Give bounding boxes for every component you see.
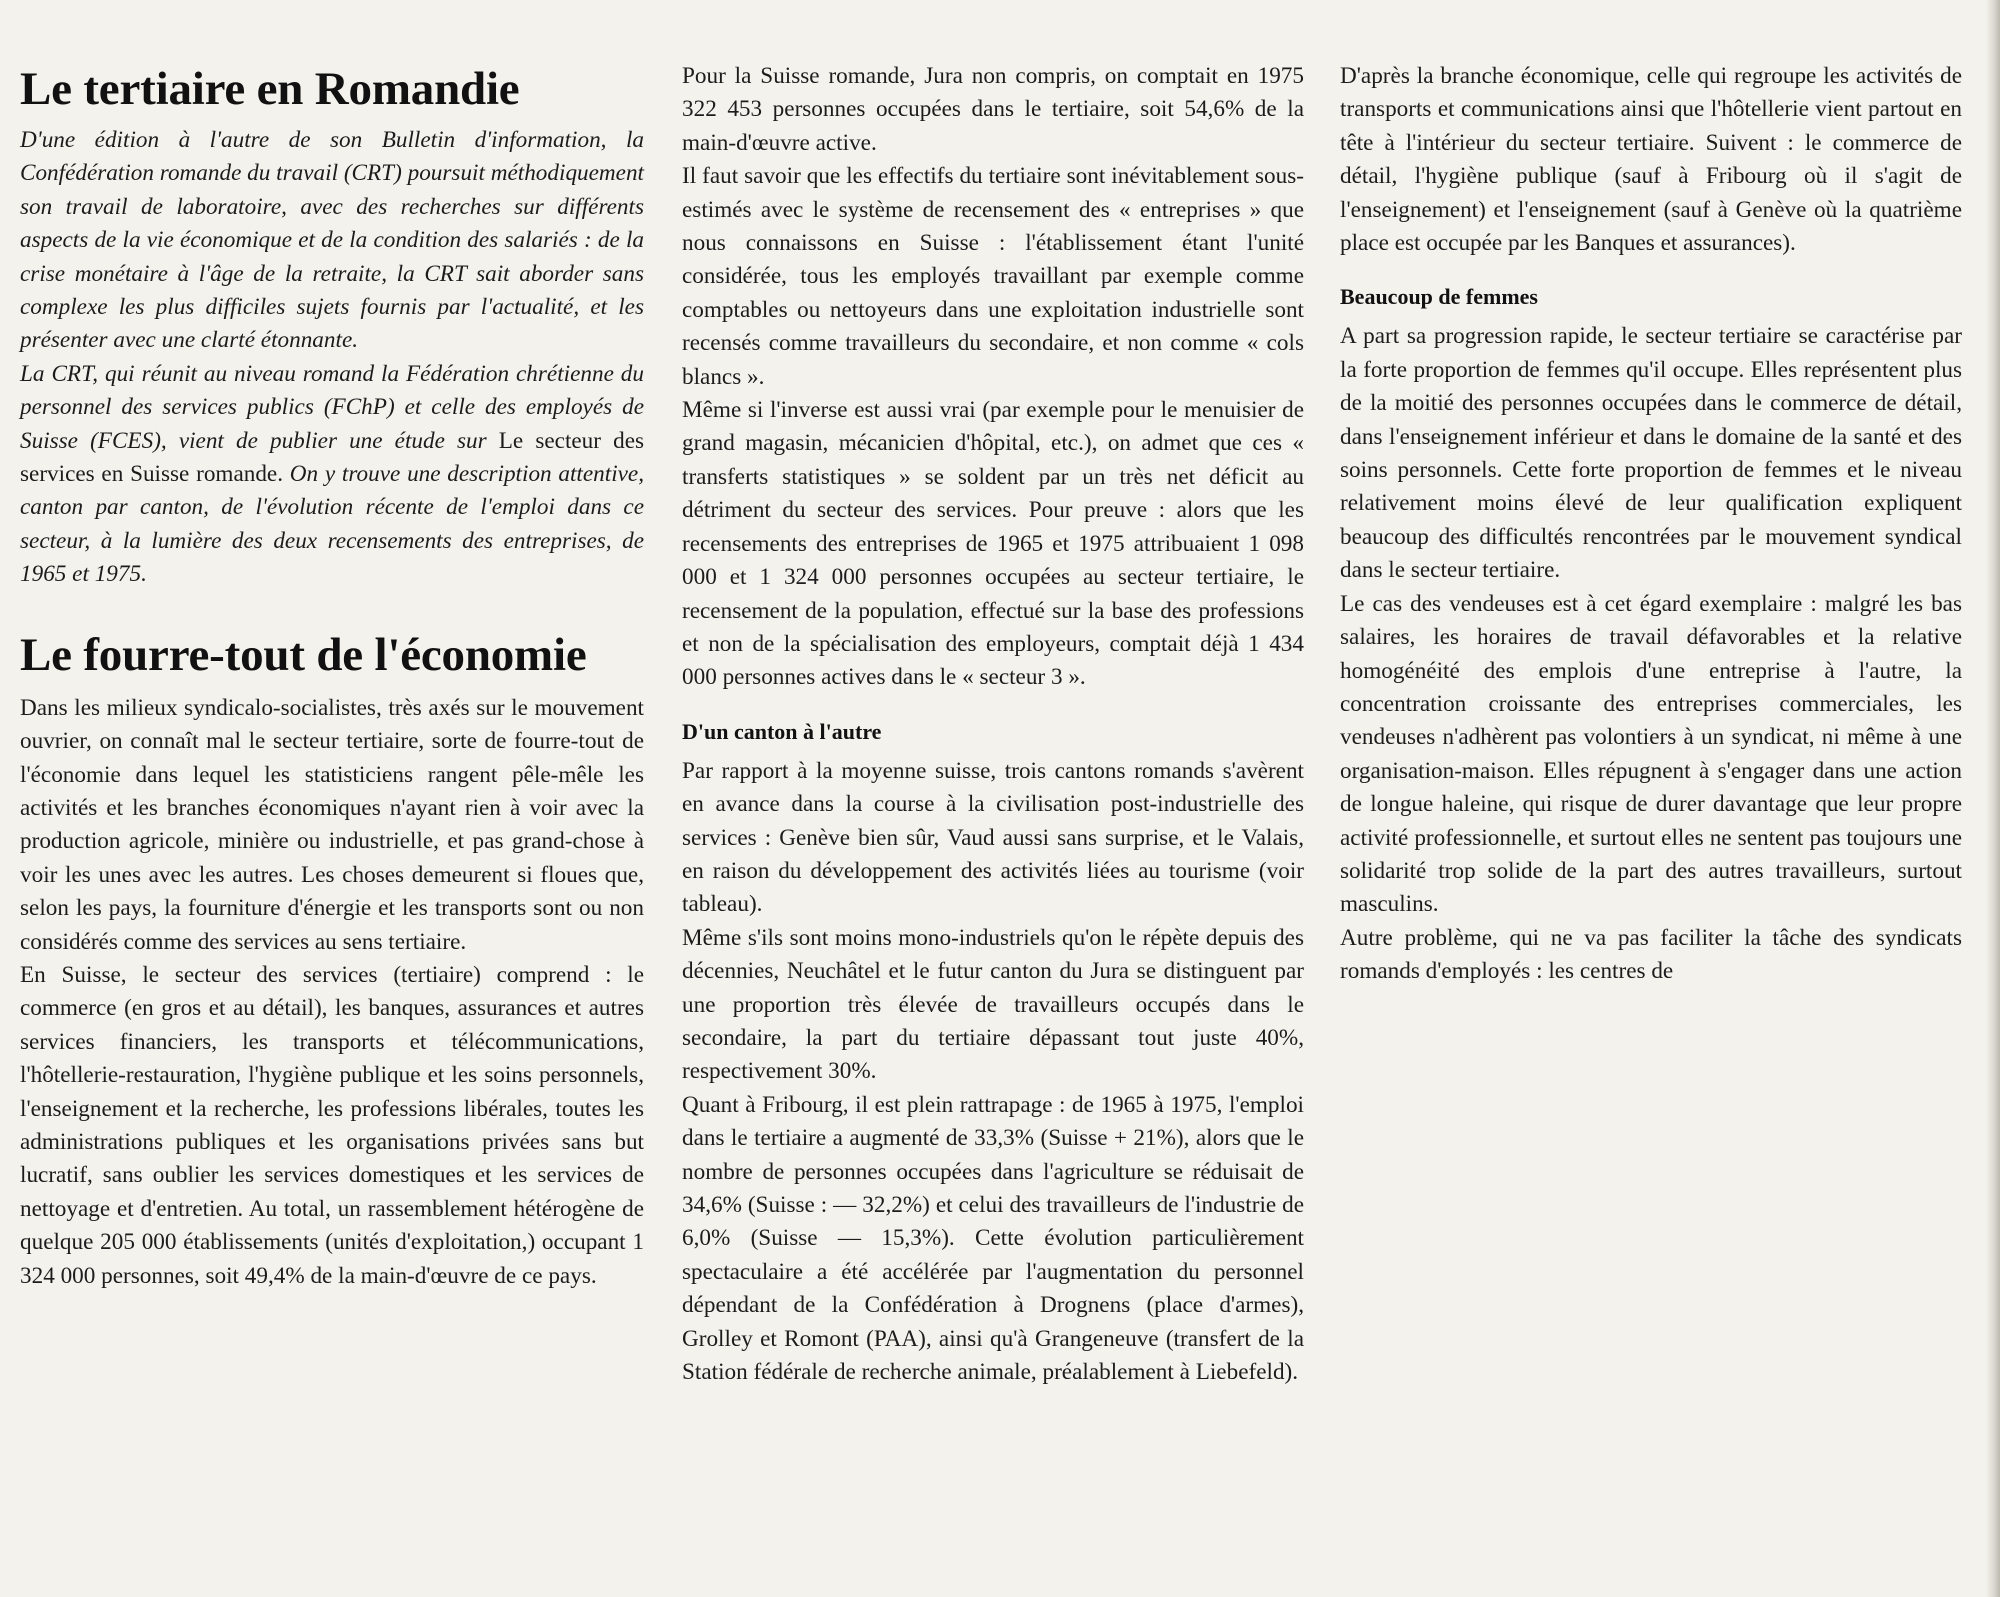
body-paragraph: Autre problème, qui ne va pas faciliter la tâche des syndicats romands d'employés : les centres de: [1340, 924, 1962, 985]
body-paragraph: Même s'ils sont moins mono-industriels qu'on le répète depuis des décennies, Neuchâtel et le futur canton du Jura se distinguent par une proportion très élevée de travailleurs occupés dans le secondaire, la part du tertiaire dépassant tout juste 40%, respectivement 30%.: [682, 924, 1304, 1085]
body-paragraph: Quant à Fribourg, il est plein rattrapage : de 1965 à 1975, l'emploi dans le tertiaire a augmenté de 33,3% (Suisse + 21%), alors que le nombre de personnes occupées dans l'agriculture se réduisait de 34,6% (Suisse : — 32,2%) et celui des travailleurs de l'industrie de 6,0% (Suisse — 15,3%). Cette évolution particulièrement spectaculaire a été accélérée par l'augmentation du personnel dépendant de la Confédération à Drognens (place d'armes), Grolley et Romont (PAA), ainsi qu'à Grangeneuve (transfert de la Station fédérale de recherche animale, préalablement à Liebefeld).: [682, 1091, 1304, 1386]
body-paragraph: A part sa progression rapide, le secteur tertiaire se caractérise par la forte proportion de femmes qu'il occupe. Elles représentent plus de la moitié des personnes occupées dans le commerce de détail, dans l'enseignement inférieur et dans le domaine de la santé et des soins personnels. Cette forte proportion de femmes et le niveau relativement moins élevé de leur qualification expliquent beaucoup des difficultés rencontrées par le mouvement syndical dans le secteur tertiaire.: [1340, 323, 1962, 584]
intro-paragraph-2: [20, 358, 644, 592]
intro-paragraph-2-part-b: On y trouve une description attentive, canton par canton, de l'évolution récente de l'emploi dans ce secteur, à la lumière des deux recensements des entreprises, de 1965 et 1975.: [20, 461, 645, 588]
subheading-canton: D'un canton à l'autre: [682, 718, 882, 744]
column-1: [20, 62, 644, 1293]
body-paragraph: Dans les milieux syndicalo-socialistes, très axés sur le mouvement ouvrier, on connaît mal le secteur tertiaire, sorte de fourre-tout de l'économie dans lequel les statisticiens rangent pêle-mêle les activités et les branches économiques n'ayant rien à voir avec la production agricole, minière ou industrielle, et pas grand-chose à voir les unes avec les autres. Les choses demeurent si floues que, selon les pays, la fourniture d'énergie et les transports sont ou non considérés comme des services au sens tertiaire.: [20, 694, 644, 955]
body-paragraph: Pour la Suisse romande, Jura non compris, on comptait en 1975 322 453 personnes occupées dans le tertiaire, soit 54,6% de la main-d'œuvre active.: [682, 63, 1304, 156]
body-paragraph: Il faut savoir que les effectifs du tertiaire sont inévitablement sous-estimés avec le système de recensement des « entreprises » que nous connaissons en Suisse : l'établissement étant l'unité considérée, tous les employés travaillant par exemple comme comptables ou nettoyeurs dans une exploitation industrielle sont recensés comme travailleurs du secondaire, et non comme « cols blancs ».: [682, 163, 1304, 390]
intro-paragraph-2-part-a: La CRT, qui réunit au niveau romand la Fédération chrétienne du personnel des services publics (FChP) et celle des employés de Suisse (FCES), vient de publier une étude sur: [20, 360, 644, 454]
column-3: [1340, 60, 1962, 989]
subheading-femmes: Beaucoup de femmes: [1340, 284, 1538, 310]
body-paragraph: En Suisse, le secteur des services (tertiaire) comprend : le commerce (en gros et au détail), les banques, assurances et autres services financiers, les transports et télécommunications, l'hôtellerie-restauration, l'hygiène publique et les soins personnels, l'enseignement et la recherche, les professions libérales, toutes les administrations publiques et les organisations privées sans but lucratif, sans oublier les services domestiques et les services de nettoyage et d'entretien. Au total, un rassemblement hétérogène de quelque 205 000 établissements (unités d'exploitation,) occupant 1 324 000 personnes, soit 49,4% de la main-d'œuvre de ce pays.: [20, 961, 644, 1289]
study-title: Le secteur des services en Suisse romande.: [20, 427, 645, 488]
article-title: Le tertiaire en Romandie: [20, 63, 520, 115]
body-paragraph: Le cas des vendeuses est à cet égard exemplaire : malgré les bas salaires, les horaires de travail défavorables et la relative homogénéité des emplois d'une entreprise à l'autre, la concentration croissante des entreprises commerciales, les vendeuses n'adhèrent pas volontiers à un syndicat, ni même à une organisation-maison. Elles répugnent à s'engager dans une action de longue haleine, qui risque de durer davantage que leur propre activité professionnelle, et surtout elles ne sentent pas toujours une solidarité trop solide de la part des autres travailleurs, surtout masculins.: [1340, 590, 1962, 918]
body-paragraph: D'après la branche économique, celle qui regroupe les activités de transports et communications ainsi que l'hôtellerie vient partout en tête à l'intérieur du secteur tertiaire. Suivent : le commerce de détail, l'hygiène publique (sauf à Fribourg où il s'agit de l'enseignement) et l'enseignement (sauf à Genève où la quatrième place est occupée par les Banques et assurances).: [1340, 63, 1962, 257]
section-heading-fourre-tout: Le fourre-tout de l'économie: [20, 628, 587, 681]
page-edge-shadow: [1986, 0, 2000, 1597]
body-paragraph: Par rapport à la moyenne suisse, trois cantons romands s'avèrent en avance dans la course à la civilisation post-industrielle des services : Genève bien sûr, Vaud aussi sans surprise, et le Valais, en raison du développement des activités liées au tourisme (voir tableau).: [682, 757, 1304, 918]
intro-paragraph-1: D'une édition à l'autre de son Bulletin d'information, la Confédération romande du travail (CRT) poursuit méthodiquement son travail de laboratoire, avec des recherches sur différents aspects de la vie économique et de la condition des salariés : de la crise monétaire à l'âge de la retraite, la CRT sait aborder sans complexe les plus difficiles sujets fournis par l'actualité, et les présenter avec une clarté étonnante.: [20, 127, 644, 354]
column-2: [682, 60, 1304, 1389]
body-paragraph: Même si l'inverse est aussi vrai (par exemple pour le menuisier de grand magasin, mécanicien d'hôpital, etc.), on admet que ces « transferts statistiques » se soldent par un très net déficit au détriment du secteur des services. Pour preuve : alors que les recensements des entreprises de 1965 et 1975 attribuaient 1 098 000 et 1 324 000 personnes occupées au secteur tertiaire, le recensement de la population, effectué sur la base des professions et non de la spécialisation des employeurs, comptait déjà 1 434 000 personnes actives dans le « secteur 3 ».: [682, 397, 1304, 691]
